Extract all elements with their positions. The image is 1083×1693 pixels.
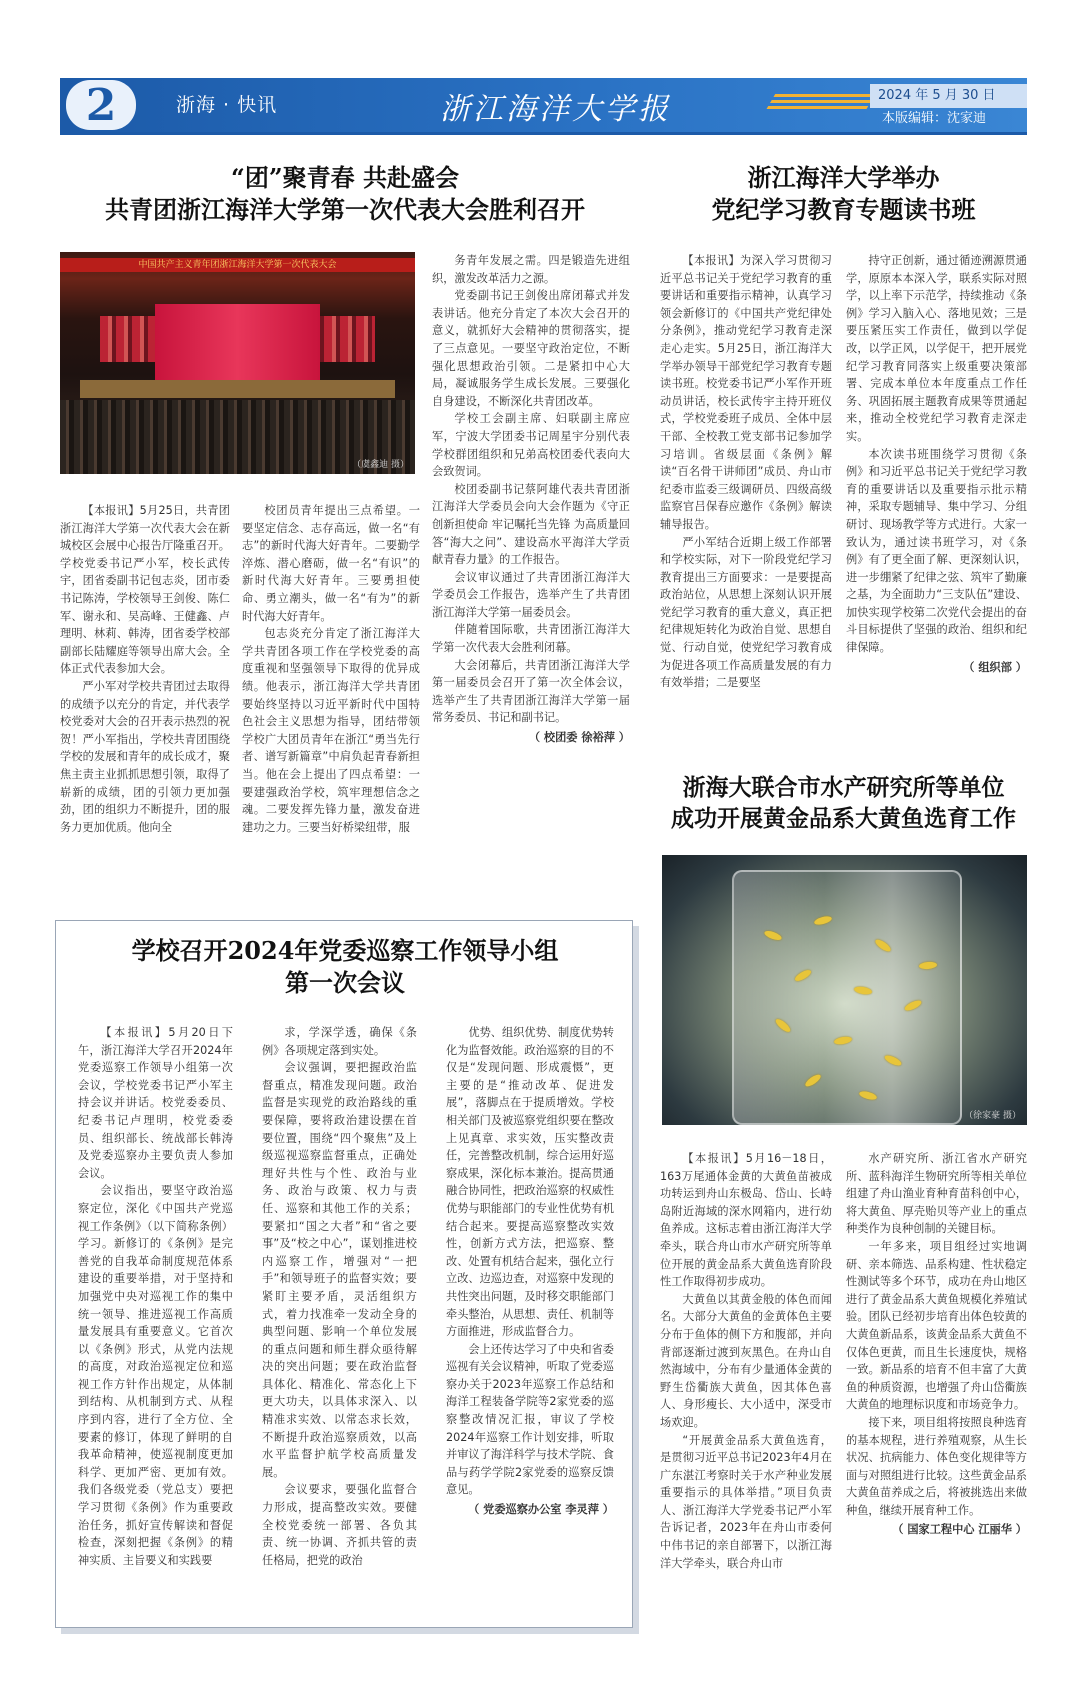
fish-fry <box>763 929 782 942</box>
article4-title-line1: 浙海大联合市水产研究所等单位 <box>682 774 1005 801</box>
paragraph: 大黄鱼以其黄金般的体色而闻名。大部分大黄鱼的金黄体色主要分布于鱼体的侧下方和腹部，并向背部逐渐过渡到灰黑色。在舟山自然海域中，分布有少量通体金黄的野生岱衢族大黄鱼，因其体色喜人、身形瘦长、大小适中，深受市场欢迎。 <box>660 1292 832 1429</box>
article4-column-1 <box>660 1150 832 1572</box>
fish-fry <box>903 999 922 1013</box>
paragraph: 严小军结合近期上级工作部署和学校实际，对下一阶段党纪学习教育提出三方面要求：一是要提高政治站位，从思想上深刻认识开展党纪学习教育的重大意义，真正把纪律规矩转化为政治自觉、思想自觉、行动自觉，使党纪学习教育成为促进各项工作高质量发展的有力有效举措；二是要坚 <box>660 535 832 690</box>
article3-column-3 <box>446 1024 614 1519</box>
article3-title-line2: 第一次会议 <box>285 968 405 998</box>
article1-title-line1: “团”聚青春 共赴盛会 <box>231 163 459 192</box>
issue-date: 2024 年 5 月 30 日 <box>870 84 1027 108</box>
paragraph: 伴随着国际歌，共青团浙江海洋大学第一次代表大会胜利闭幕。 <box>432 623 630 655</box>
paragraph: 会议指出，要坚守政治巡察定位，深化《中国共产党巡视工作条例》（以下简称条例）学习。新修订的《条例》是完善党的自我革命制度规范体系建设的重要举措，对于坚持和加强党中央对巡视工作的集中统一领导、推进巡视工作高质量发展具有重要意义。它首次以《条例》形式，从党内法规的高度，对政治巡视定位和巡视工作方针作出规定，从体制到结构、从机制到方式、从程序到内容，进行了全方位、全要素的修订，体现了鲜明的自我革命精神，使巡视制度更加科学、更加严密、更加有效。我们各级党委（党总支）要把学习贯彻《条例》作为重要政治任务，抓好宣传解读和督促检查，深刻把握《条例》的精神实质、主旨要义和实践要 <box>78 1184 233 1567</box>
fish-fry <box>858 1090 877 1101</box>
article2-title-line1: 浙江海洋大学举办 <box>747 163 940 192</box>
fish-fry <box>804 1072 823 1088</box>
article4-column-2 <box>846 1150 1027 1539</box>
paragraph: 会议要求，要强化监督合力形成，提高整改实效。要健全校党委统一部署、各负其责、统一协调、齐抓共管的责任格局，把党的政治 <box>262 1483 417 1567</box>
paragraph: 会上还传达学习了中央和省委巡视有关会议精神，听取了党委巡察办关于2023年巡察工作总结和海洋工程装备学院等2家党委的巡察整改情况汇报，审议了学校2024年巡察工作计划安排，听取并审议了海洋科学与技术学院、食品与药学学院2家党委的巡察反馈意见。 <box>446 1342 614 1497</box>
newspaper-title: 浙江海洋大学报 <box>440 92 671 127</box>
article2-column-1 <box>660 252 832 692</box>
article1-title <box>60 162 630 227</box>
fish-fry <box>874 937 893 953</box>
stage-screen <box>155 304 320 382</box>
paragraph: 学校工会副主席、妇联副主席应军，宁波大学团委书记周星宇分别代表学校群团组织和兄弟高校团委代表向大会致贺词。 <box>432 412 630 479</box>
masthead-underline <box>60 132 1027 135</box>
paragraph: 会议强调，要把握政治监督重点，精准发现问题。政治监督是实现党的政治路线的重要保障，要将政治建设摆在首要位置，围绕“四个聚焦”及上级巡视巡察监督重点，正确处理好共性与个性、政治与业务、政治与政策、权力与责任、巡察和其他工作的关系；要紧扣“国之大者”和“省之要事”及“校之中心”，谋划推进校内巡察工作，增强对“一把手”和领导班子的监督实效；要紧盯主要矛盾，灵活组织方式，着力找准牵一发动全身的典型问题、影响一个单位发展的重点问题和师生群众亟待解决的突出问题；要在政治监督具体化、精准化、常态化上下更大功夫，以具体求深入、以精准求实效、以常态求长效，不断提升政治巡察质效，以高水平监督护航学校高质量发展。 <box>262 1061 417 1479</box>
paragraph: 水产研究所、浙江省水产研究所、蓝科海洋生物研究所等相关单位组建了舟山渔业育种育苗科创中心，将大黄鱼、厚壳贻贝等产业上的重点种类作为良种创制的关键目标。 <box>846 1152 1027 1236</box>
article1-column-3 <box>432 252 630 747</box>
page-number: 2 <box>66 80 136 130</box>
article2-byline: （ 组织部 ） <box>963 660 1027 674</box>
article1-column-1 <box>60 502 230 836</box>
paragraph: 党委副书记王剑俊出席闭幕式并发表讲话。他充分肯定了本次大会召开的意义，就抓好大会精神的贯彻落实，提了三点意见。一要坚守政治定位，不断强化思想政治引领。二是紧扣中心大局，凝诚服务学生成长发展。三要强化自身建设，不断深化共青团改革。 <box>432 289 630 408</box>
article3-title <box>60 935 630 1000</box>
article2-title-line2: 党纪学习教育专题读书班 <box>711 195 976 225</box>
fish-fry <box>813 915 832 926</box>
paragraph: 校团员青年提出三点希望。一要坚定信念、志存高远，做一名“有志”的新时代海大好青年。二要勤学淬炼、潜心磨砺，做一名“有识”的新时代海大好青年。三要勇担使命、勇立潮头，做一名“有为”的新时代海大好青年。 <box>242 504 420 623</box>
page-editor: 本版编辑：沈家迪 <box>882 111 987 126</box>
article3-column-1 <box>78 1024 233 1569</box>
paragraph: 会议审议通过了共青团浙江海洋大学委员会工作报告，选举产生了共青团浙江海洋大学第一届委员会。 <box>432 570 630 619</box>
article1-column-2 <box>242 502 420 836</box>
paragraph: 求，学深学透，确保《条例》各项规定落到实处。 <box>262 1026 417 1057</box>
paragraph: 务青年发展之需。四是锻造先进组织，激发改革活力之源。 <box>432 254 630 285</box>
decorative-stripes <box>765 94 875 112</box>
fish-fry <box>854 985 873 995</box>
paragraph: 【本报讯】5月16－18日，163万尾通体金黄的大黄鱼苗被成功转运到舟山东极岛、岱山、长峙岛附近海域的深水网箱内，进行幼鱼养成。这标志着由浙江海洋大学牵头，联合舟山市水产研究所等单位开展的黄金品系大黄鱼选育阶段性工作取得初步成功。 <box>660 1152 832 1289</box>
article2-title <box>660 162 1027 227</box>
paragraph: 【本报讯】5月20日下午，浙江海洋大学召开2024年党委巡察工作领导小组第一次会议，学校党委书记严小军主持会议并讲话。校党委委员、纪委书记卢理明，校党委委员、组织部长、统战部长韩涛及党委巡察办主要负责人参加会议。 <box>78 1026 233 1180</box>
article4-title <box>660 772 1027 834</box>
article4-title-line2: 成功开展黄金品系大黄鱼选育工作 <box>671 805 1016 833</box>
article2-column-2 <box>846 252 1027 676</box>
fish-fry <box>883 1054 902 1068</box>
paragraph: 本次读书班围绕学习贯彻《条例》和习近平总书记关于党纪学习教育的重要讲话以及重要指示批示精神，采取专题辅导、集中学习、分组研讨、现场教学等方式进行。大家一致认为，通过读书班学习，对《条例》有了更全面了解、更深刻认识，进一步绷紧了纪律之弦、筑牢了勤廉之基，为全面助力“三支队伍”建设、加快实现学校第二次党代会提出的奋斗目标提供了坚强的政治、组织和纪律保障。 <box>846 447 1027 655</box>
paragraph: 接下来，项目组将按照良种选育的基本规程，进行养殖观察，从生长状况、抗病能力、体色变化规律等方面与对照组进行比较。这些黄金品系大黄鱼苗养成之后，将被挑选出来做种鱼，继续开展育种工作。 <box>846 1415 1027 1517</box>
paragraph: 【本报讯】5月25日，共青团浙江海洋大学第一次代表大会在新城校区会展中心报告厅隆重召开。学校党委书记严小军，校长武传宇，团省委副书记包志炎，团市委书记陈涛，学校领导王剑俊、陈仁军、谢永和、吴高峰、王健鑫、卢理明、林莉、韩涛，团省委学校部副部长陆耀庭等领导出席大会。全体正式代表参加大会。 <box>60 504 230 676</box>
paragraph: 校团委副书记蔡阿雄代表共青团浙江海洋大学委员会向大会作题为《守正创新担使命 牢记嘱托当先锋 为高质量回答“海大之问”、建设高水平海洋大学贡献青春力量》的工作报告。 <box>432 482 630 567</box>
fish-fry <box>834 1035 853 1045</box>
fish-fry <box>919 961 938 970</box>
article3-byline: （ 党委巡察办公室 李灵萍 ） <box>468 1503 614 1517</box>
glass-beaker <box>732 870 962 1125</box>
paragraph: 大会闭幕后，共青团浙江海洋大学第一届委员会召开了第一次全体会议，选举产生了共青团浙江海洋大学第一届常务委员、书记和副书记。 <box>432 658 630 725</box>
section-name: 浙海 · 快讯 <box>176 94 278 116</box>
paragraph: 【本报讯】为深入学习贯彻习近平总书记关于党纪学习教育的重要讲话和重要指示精神，认真学习领会新修订的《中国共产党纪律处分条例》，推动党纪学习教育走深走心走实。5月25日，浙江海洋大学举办领导干部党纪学习教育专题读书班。校党委书记严小军作开班动员讲话，校长武传宇主持开班仪式，学校党委班子成员、全体中层干部、全校教工党支部书记参加学习培训。省级层面《条例》解读“百名骨干讲师团”成员、舟山市纪委市监委三级调研员、四级高级监察官吕保春应邀作《条例》解读辅导报告。 <box>660 254 832 531</box>
paragraph: 一年多来，项目组经过实地调研、亲本筛选、品系构建、性状稳定性测试等多个环节，成功在舟山地区进行了黄金品系大黄鱼规模化养殖试验。团队已经初步培育出体色较黄的大黄鱼新品系，该黄金品系大黄鱼不仅体色更黄，而且生长速度快，规格一致。新品系的培育不但丰富了大黄鱼的种质资源，也增强了舟山岱衢族大黄鱼的地理标识度和市场竞争力。 <box>846 1239 1027 1412</box>
conference-photo <box>60 252 415 474</box>
fish-fry <box>793 968 812 983</box>
photo-credit: （徐家豪 摄） <box>964 1111 1021 1121</box>
paragraph: 优势、组织优势、制度优势转化为监督效能。政治巡察的目的不仅是“发现问题、形成震慑”，更主要的是“推动改革、促进发展”，落脚点在于提质增效。学校相关部门及被巡察党组织要在整改上见真章、求实效，压实整改责任，完善整改机制，综合运用好巡察成果，深化标本兼治。提高贯通融合协同性，把政治巡察的权威性优势与职能部门的专业性优势有机结合起来。要提高巡察整改实效性，创新方式方法，把巡察、整改、处置有机结合起来，强化立行立改、边巡边查，对巡察中发现的共性突出问题，及时移交职能部门牵头整治，从思想、责任、机制等方面推进，形成监督合力。 <box>446 1026 614 1339</box>
fish-fry <box>774 1017 792 1034</box>
photo-banner: 中国共产主义青年团浙江海洋大学第一次代表大会 <box>60 258 415 272</box>
article3-column-2 <box>262 1024 417 1569</box>
article4-byline: （ 国家工程中心 江丽华 ） <box>892 1523 1027 1537</box>
photo-credit: （虞鑫迪 摄） <box>352 460 409 470</box>
paragraph: 持守正创新，通过循迹溯源贯通学，原原本本深入学，联系实际对照学，以上率下示范学，持续推动《条例》学习入脑入心、落地见效；三是要压紧压实工作责任，做到以学促改，以学正风，以学促干，把开展党纪学习教育同落实上级重要决策部署、完成本单位本年度重点工作任务、巩固拓展主题教育成果等贯通起来，推动全校党纪学习教育走深走实。 <box>846 254 1027 443</box>
article3-title-line1: 学校召开2024年党委巡察工作领导小组 <box>131 936 559 965</box>
paragraph: “开展黄金品系大黄鱼选育，是贯彻习近平总书记2023年4月在广东湛江考察时关于水产种业发展重要指示的具体举措。”项目负责人、浙江海洋大学党委书记严小军告诉记者，2023年在舟山市委何中伟书记的亲自部署下，以浙江海洋大学牵头，联合舟山市 <box>660 1433 832 1570</box>
article1-byline: （ 校团委 徐裕萍 ） <box>528 731 630 745</box>
stage-podium <box>80 380 395 398</box>
article1-title-line2: 共青团浙江海洋大学第一次代表大会胜利召开 <box>105 195 585 225</box>
golden-fish-photo <box>662 855 1027 1125</box>
paragraph: 包志炎充分肯定了浙江海洋大学共青团各项工作在学校党委的高度重视和坚强领导下取得的优异成绩。他表示，浙江海洋大学共青团要始终坚持以习近平新时代中国特色社会主义思想为指导，团结带领学校广大团员青年在浙江“勇当先行者、谱写新篇章”中肩负起青春新担当。他在会上提出了四点希望：一要建强政治学校，筑牢理想信念之魂。二要发挥先锋力量，激发奋进建功之力。三要当好桥梁纽带，服 <box>242 627 420 834</box>
paragraph: 严小军对学校共青团过去取得的成绩予以充分的肯定，并代表学校党委对大会的召开表示热烈的祝贺！严小军指出，学校共青团围绕学校的发展和青年的成长成才，聚焦主责主业抓抓思想引领，取得了崭新的成绩，团的引领力更加强劲，团的组织力不断提升，团的服务力更加优质。他向全 <box>60 679 230 834</box>
